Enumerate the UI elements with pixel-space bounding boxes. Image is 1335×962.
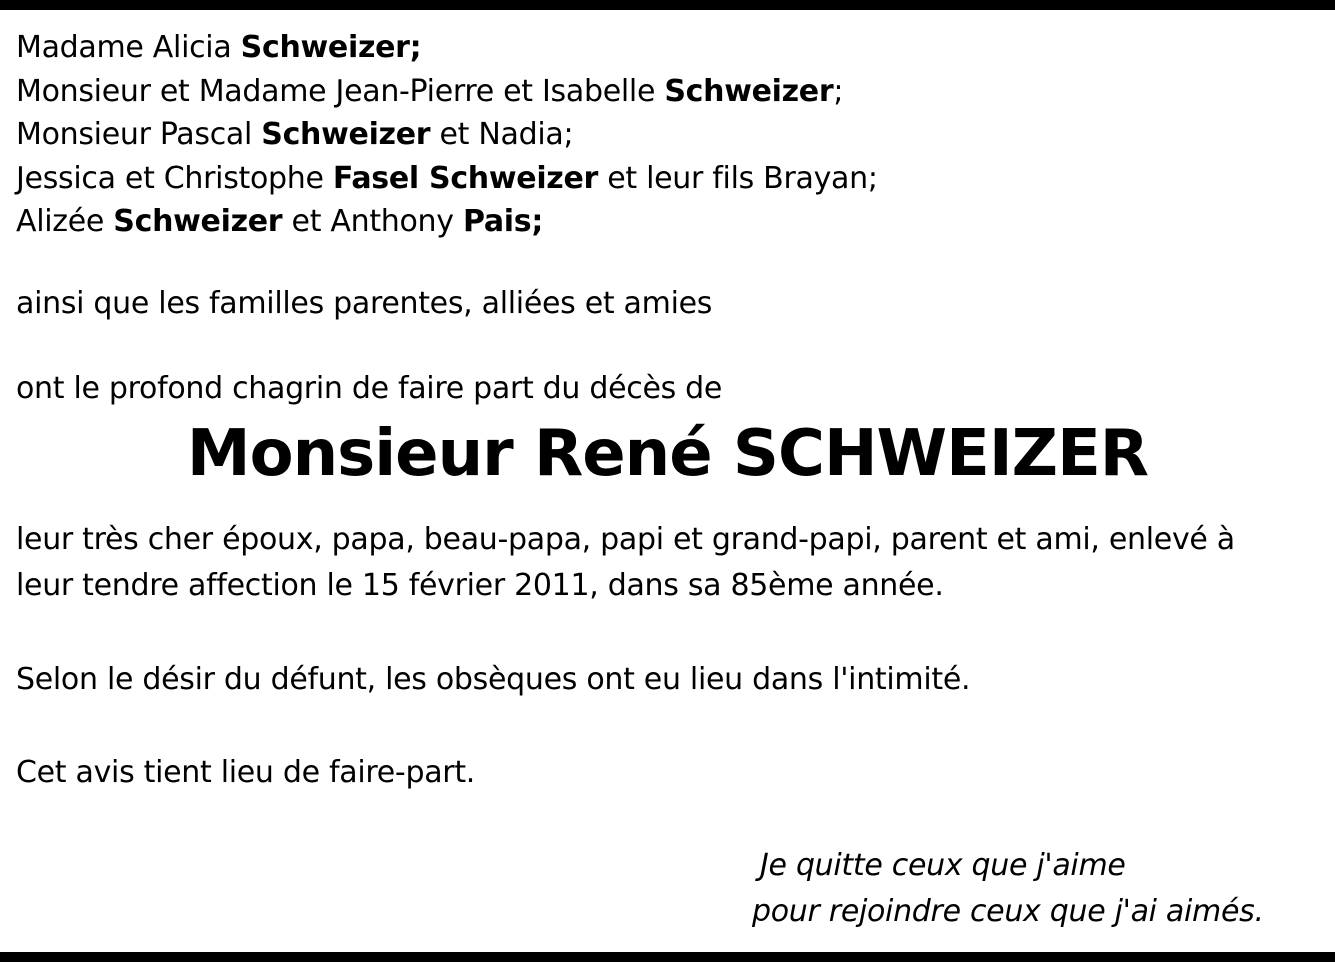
family-text: Monsieur Pascal: [16, 117, 262, 152]
description-line: leur tendre affection le 15 février 2011, dans sa 85ème année.: [16, 568, 944, 603]
family-line: [16, 113, 878, 157]
family-surname: Schweizer: [664, 73, 834, 109]
bottom-border-rule: [0, 952, 1335, 962]
family-text: Alizée: [16, 204, 114, 239]
quote-line: pour rejoindre ceux que j'ai aimés.: [752, 894, 1264, 929]
family-text: et Nadia;: [430, 117, 574, 152]
funeral-note: Selon le désir du défunt, les obsèques ont eu lieu dans l'intimité.: [16, 662, 971, 697]
family-surname: Schweizer: [113, 204, 283, 239]
quote-line: Je quitte ceux que j'aime: [760, 848, 1126, 883]
family-text: et Anthony: [282, 204, 463, 239]
family-surname: Fasel Schweizer: [332, 160, 599, 196]
epitaph-quote: [752, 843, 1264, 935]
family-list: [16, 26, 878, 244]
family-line: [16, 157, 878, 201]
family-surname: Pais;: [462, 204, 544, 239]
family-surname: Schweizer;: [240, 30, 422, 65]
announcement-paragraph: ont le profond chagrin de faire part du décès de: [16, 371, 723, 406]
description-paragraph: [16, 517, 1235, 609]
deceased-name-heading: Monsieur René SCHWEIZER: [186, 417, 1149, 491]
family-text: et leur fils Brayan;: [598, 160, 878, 196]
family-text: Madame Alicia: [16, 30, 241, 65]
top-border-rule: [0, 0, 1335, 10]
family-text: Jessica et Christophe: [16, 160, 333, 196]
family-line: [16, 200, 878, 244]
family-surname: Schweizer: [261, 117, 431, 152]
family-line: [16, 70, 878, 114]
notice-note: Cet avis tient lieu de faire-part.: [16, 755, 476, 790]
family-line: [16, 26, 878, 70]
family-text: ;: [833, 73, 844, 109]
description-line: leur très cher époux, papa, beau-papa, papi et grand-papi, parent et ami, enlevé à: [16, 522, 1235, 557]
family-text: Monsieur et Madame Jean-Pierre et Isabelle: [16, 73, 665, 109]
allies-paragraph: ainsi que les familles parentes, alliées et amies: [16, 286, 713, 321]
